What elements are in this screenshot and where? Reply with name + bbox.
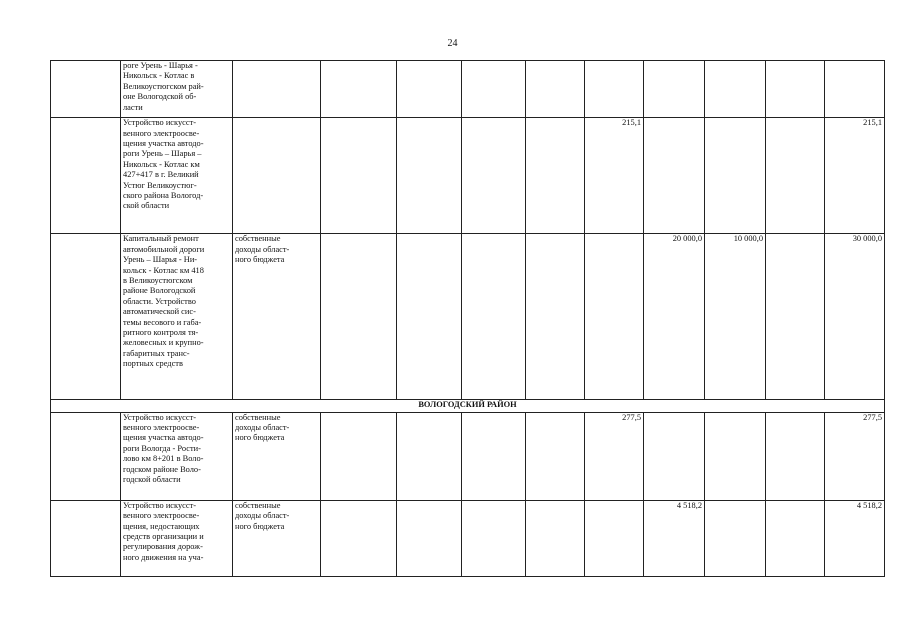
table-row [51,500,885,576]
empty-cell [51,61,121,118]
section-row [51,399,885,412]
empty-cell [233,61,321,118]
value-cell [705,118,766,234]
value-cell: 20 000,0 [644,234,705,399]
description-cell: Устройство искусст- венного электроосве- щения участка автодо- роги Вологда - Рости- лово км 8+201 в Воло- годском районе Воло- годской области [121,412,233,500]
value-cell [397,118,462,234]
value-cell: 277,5 [585,412,644,500]
empty-cell [51,500,121,576]
budget-table [50,60,885,577]
value-cell [585,234,644,399]
description-cell: Устройство искусст- венного электроосве- щения, недостающих средств организации и регулирования дорож- ного движения на уча- [121,500,233,576]
value-cell [526,234,585,399]
source-cell: собственные доходы област- ного бюджета [233,500,321,576]
empty-cell [321,234,397,399]
value-cell [526,118,585,234]
value-cell [585,61,644,118]
empty-cell [321,412,397,500]
value-cell [766,500,825,576]
value-cell [766,118,825,234]
empty-cell [51,118,121,234]
value-cell [462,412,526,500]
value-cell [526,412,585,500]
description-cell: роге Урень - Шарья - Никольск - Котлас в Великоустюгском рай- оне Вологодской об- ласти [121,61,233,118]
source-cell [321,61,397,118]
value-cell: 215,1 [825,118,885,234]
table-row [51,412,885,500]
description-cell: Устройство искусст- венного электроосве- щения участка автодо- роги Урень – Шарья – Никольск - Котлас км 427+417 в г. Великий Устюг Великоустюг- ского района Вологод- ской области [121,118,233,234]
value-cell [644,61,705,118]
value-cell [397,61,462,118]
section-title: ВОЛОГОДСКИЙ РАЙОН [51,399,885,412]
value-cell [644,118,705,234]
table-row [51,61,885,118]
value-cell [397,500,462,576]
value-cell: 30 000,0 [825,234,885,399]
description-cell: Капитальный ремонт автомобильной дороги Урень – Шарья - Ни- кольск - Котлас км 418 в Великоустюгском районе Вологодской области. Устройство автоматической сис- темы весового и габа- ритного контроля тя- желовесных и крупно- габаритных транс- портных средств [121,234,233,399]
value-cell: 4 518,2 [825,500,885,576]
value-cell [526,500,585,576]
value-cell [705,61,766,118]
value-cell [644,412,705,500]
value-cell [766,412,825,500]
value-cell [462,234,526,399]
source-cell [321,118,397,234]
table-row [51,118,885,234]
value-cell: 10 000,0 [705,234,766,399]
value-cell [462,61,526,118]
table-row [51,234,885,399]
value-cell [705,412,766,500]
value-cell [766,234,825,399]
value-cell [825,61,885,118]
empty-cell [233,118,321,234]
source-cell: собственные доходы област- ного бюджета [233,234,321,399]
empty-cell [51,234,121,399]
value-cell [585,500,644,576]
value-cell: 277,5 [825,412,885,500]
value-cell [462,118,526,234]
value-cell [705,500,766,576]
page-number: 24 [447,38,458,49]
value-cell [462,500,526,576]
source-cell: собственные доходы област- ного бюджета [233,412,321,500]
value-cell [397,234,462,399]
empty-cell [51,412,121,500]
value-cell [766,61,825,118]
value-cell [397,412,462,500]
value-cell: 4 518,2 [644,500,705,576]
empty-cell [321,500,397,576]
value-cell [526,61,585,118]
value-cell: 215,1 [585,118,644,234]
